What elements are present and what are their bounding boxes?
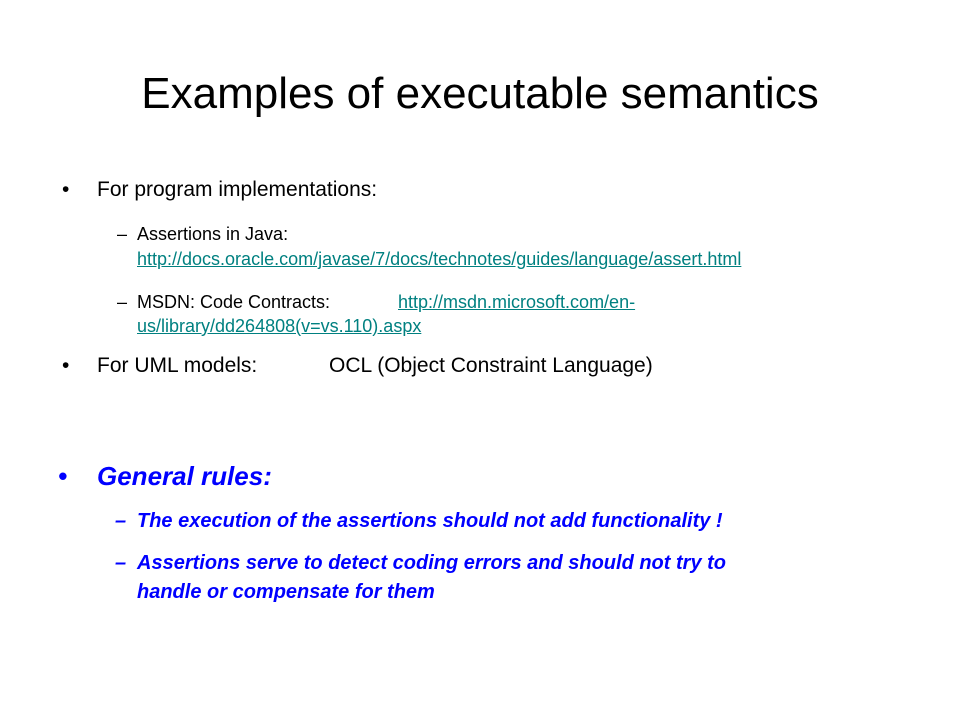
- ocl-text: OCL (Object Constraint Language): [329, 354, 653, 377]
- bullet-marker: •: [62, 178, 70, 201]
- msdn-link-part2[interactable]: us/library/dd264808(v=vs.110).aspx: [137, 316, 422, 336]
- general-rules-heading: General rules:: [97, 461, 272, 491]
- msdn-link-part1[interactable]: http://msdn.microsoft.com/en-: [398, 292, 636, 312]
- rule-no-functionality: The execution of the assertions should not add functionality !: [137, 510, 723, 532]
- rule-detect-errors-line1: Assertions serve to detect coding errors and should not try to: [137, 552, 726, 574]
- sub-bullet-marker: –: [115, 552, 127, 574]
- bullet-marker: •: [62, 354, 70, 377]
- bullet-marker: •: [58, 461, 68, 491]
- uml-models-label: For UML models:: [97, 354, 258, 377]
- sub-bullet-marker: –: [115, 510, 127, 532]
- rule-detect-errors-line2: handle or compensate for them: [137, 581, 435, 603]
- java-assert-link[interactable]: http://docs.oracle.com/javase/7/docs/technotes/guides/language/assert.html: [137, 249, 742, 269]
- slide-title: Examples of executable semantics: [141, 69, 819, 118]
- bullet-program-implementations: For program implementations:: [97, 178, 378, 201]
- msdn-code-contracts-label: MSDN: Code Contracts:: [137, 292, 331, 312]
- sub-bullet-marker: –: [117, 224, 128, 244]
- sub-bullet-marker: –: [117, 292, 128, 312]
- java-assertions-label: Assertions in Java:: [137, 224, 289, 244]
